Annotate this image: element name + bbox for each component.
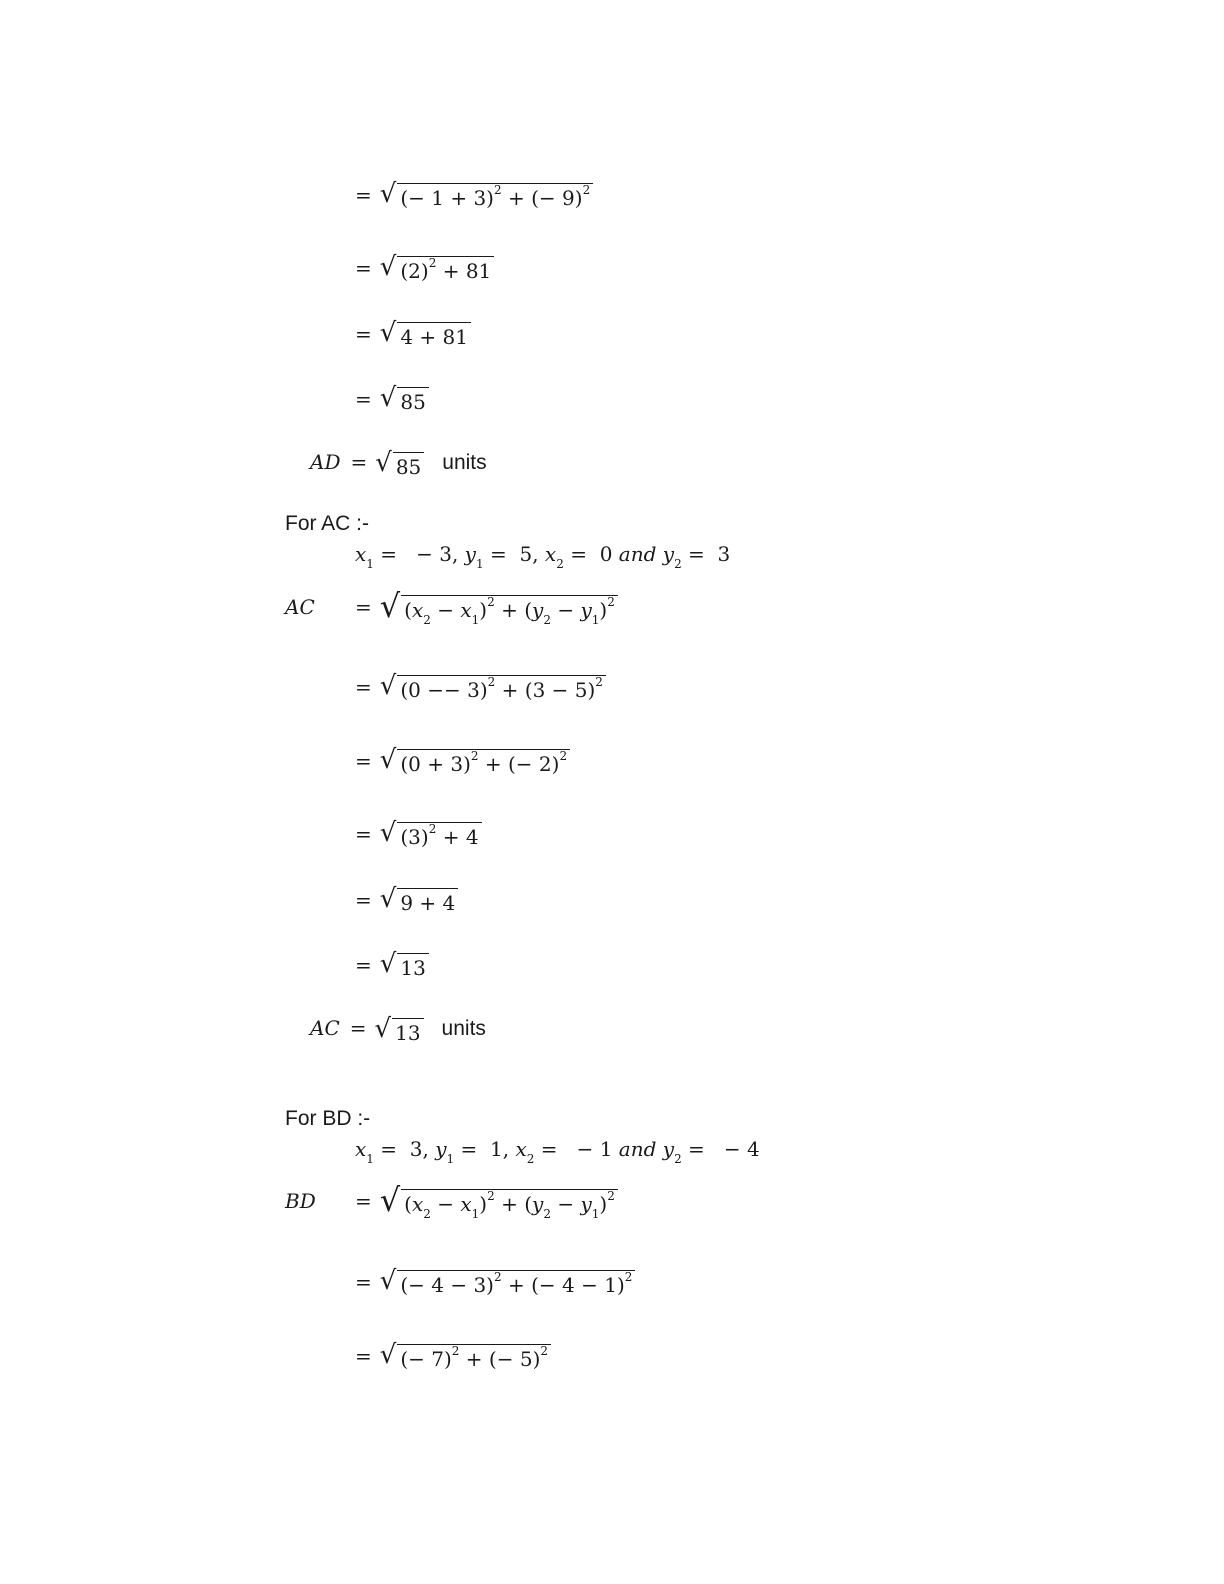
- ad-step-1: = √ (− 1 + 3)$^2$ + (− 9)$^2$: [355, 182, 593, 210]
- bd-given: $x_1 = 3$, $y_1 = 1$, $x_2$ = − 1 and $y_2$ = − 4: [355, 1137, 760, 1166]
- ad-result: AD = √ 85 units: [310, 448, 487, 480]
- ac-step-4: = √ 9 + 4: [355, 887, 458, 915]
- ac-step-2: = √ $(0 + 3)^2$ + (− 2)$^2$: [355, 748, 570, 776]
- bd-step-1: = √ (− 4 − 3)$^2$ + (− 4 − 1)$^2$: [355, 1269, 635, 1297]
- ac-step-3: = √ $(3)^2 + 4$: [355, 821, 482, 849]
- bd-heading: For BD :-: [285, 1107, 371, 1130]
- bd-step-2: = √ (− 7)$^2$ + (− 5)$^2$: [355, 1343, 551, 1371]
- ac-result: AC = √ 13 units: [310, 1014, 486, 1046]
- ad-step-3: = √ 4 + 81: [355, 321, 471, 349]
- ad-step-4: = √ 85: [355, 386, 429, 414]
- ac-heading: For AC :-: [285, 512, 370, 535]
- ac-formula: AC = √ $(x_2 - x_1)^2 + (y_2 - y_1)^2$: [285, 594, 618, 622]
- ac-given: $x_1$ = − 3, $y_1 = 5$, $x_2 = 0$ and $y_2 = 3$: [355, 542, 731, 571]
- ac-step-1: = √ $(0 -- 3)^2 + (3 - 5)^2$: [355, 674, 606, 702]
- ad-step-2: = √ $(2)^2 + 81$: [355, 255, 494, 283]
- bd-formula: BD = √ $(x_2 - x_1)^2 + (y_2 - y_1)^2$: [285, 1188, 618, 1216]
- ac-step-5: = √ 13: [355, 952, 429, 980]
